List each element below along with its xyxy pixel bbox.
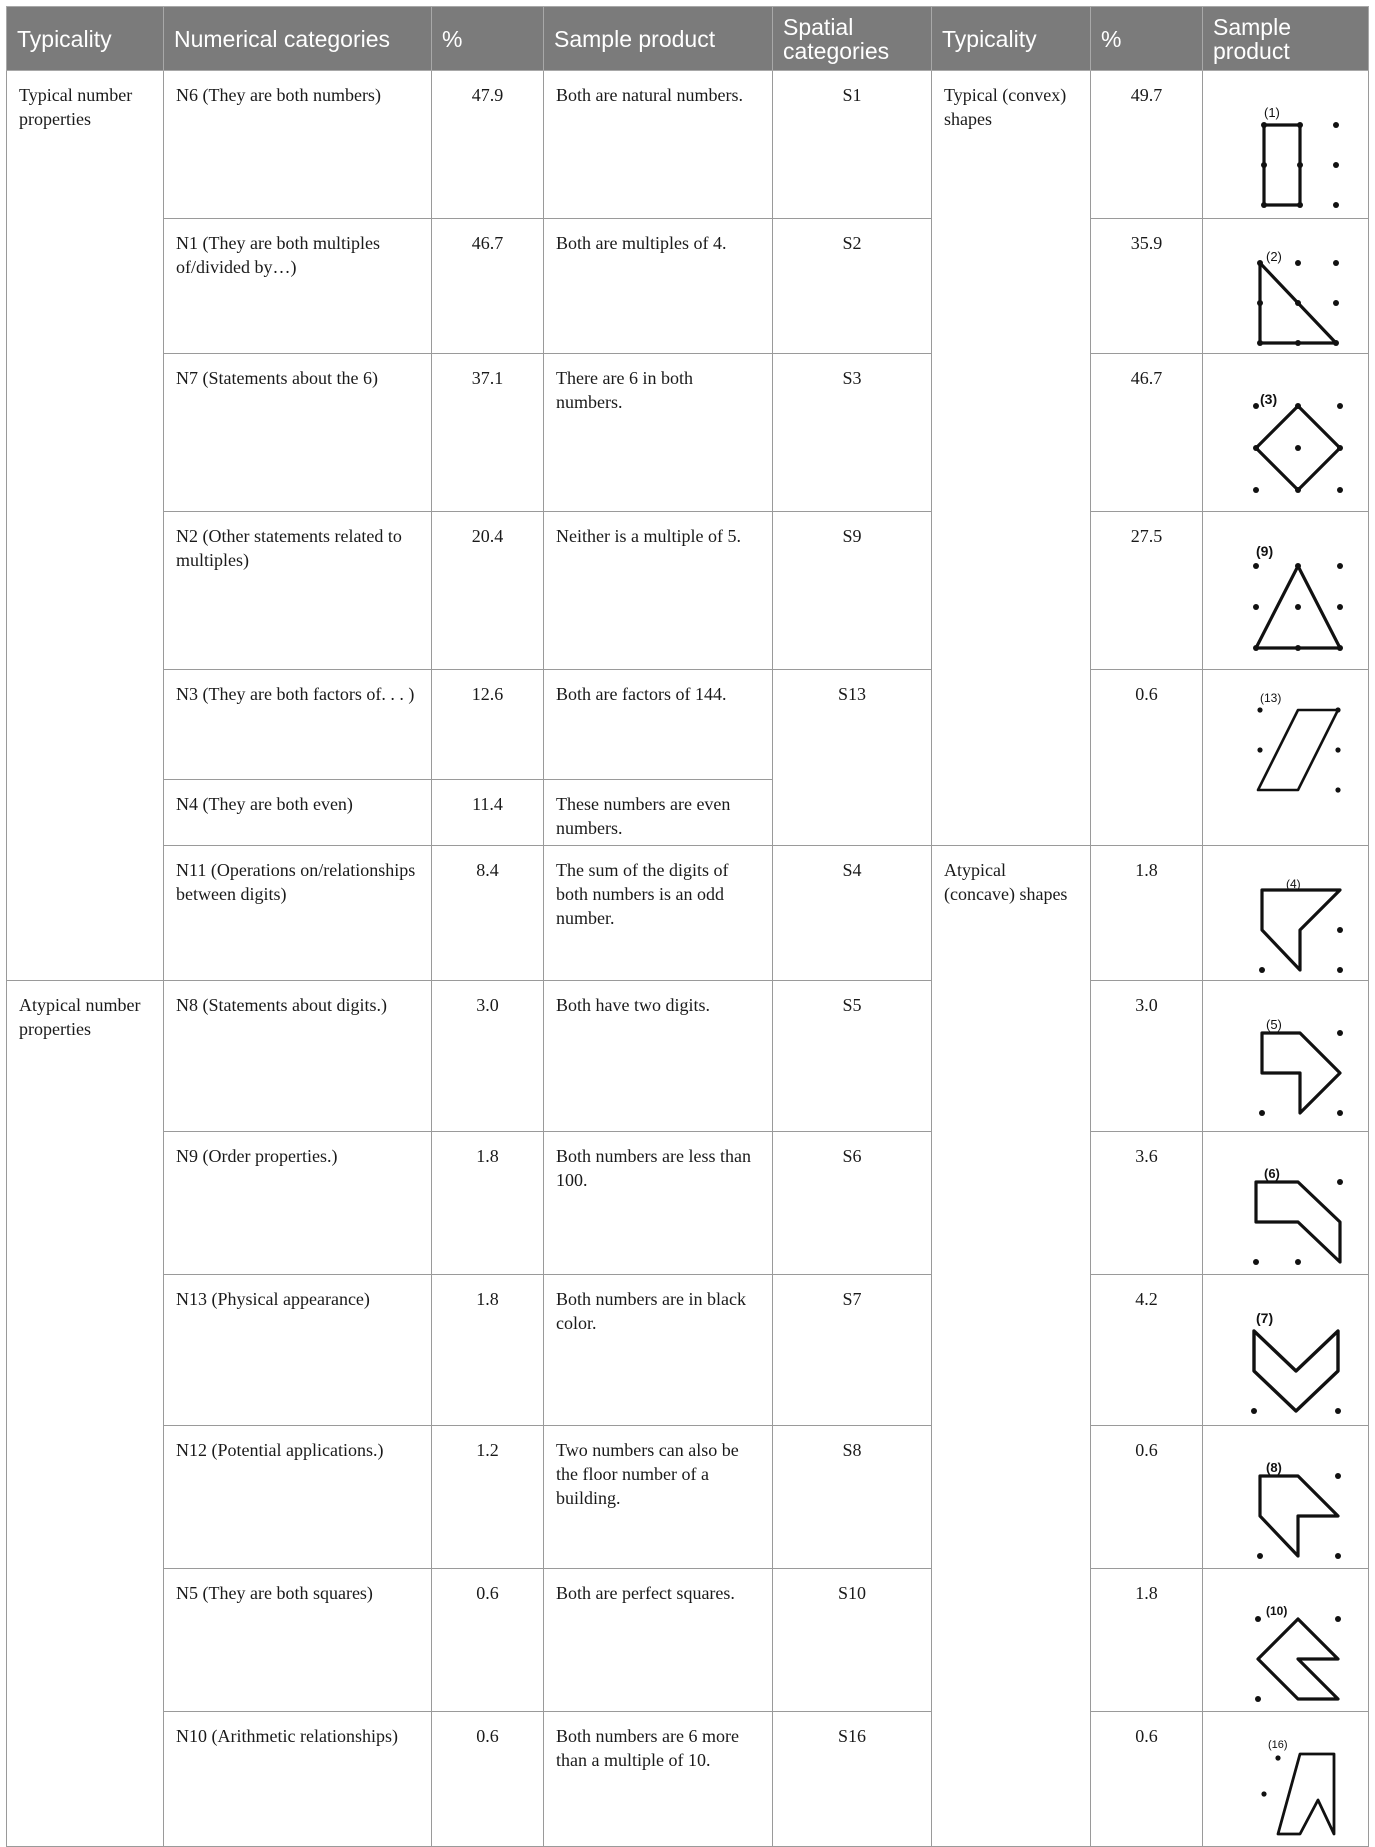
num-sample: Both are multiples of 4. (544, 219, 773, 354)
header-pct-num: % (432, 7, 544, 71)
num-category: N8 (Statements about digits.) (164, 981, 432, 1132)
table-row (7, 846, 1369, 981)
header-sample-product-num: Sample product (544, 7, 773, 71)
sketch-label: (16) (1267, 1739, 1288, 1751)
spatial-percent: 0.6 (1091, 670, 1203, 846)
table-row (7, 1569, 1369, 1712)
sketch-concave-16 (1216, 1724, 1356, 1846)
sketch-right-triangle (1216, 231, 1356, 353)
num-category: N11 (Operations on/relationships between digits) (164, 846, 432, 981)
spatial-percent: 0.6 (1091, 1712, 1203, 1847)
spatial-category: S9 (773, 512, 932, 670)
num-percent: 3.0 (432, 981, 544, 1132)
header-pct-spat: % (1091, 7, 1203, 71)
header-spatial-categories: Spatial categories (773, 7, 932, 71)
sketch-concave-10 (1216, 1581, 1356, 1711)
sketch-label: (5) (1265, 1017, 1282, 1032)
spatial-percent: 1.8 (1091, 846, 1203, 981)
sketch-cell (1203, 354, 1369, 512)
num-percent: 8.4 (432, 846, 544, 981)
sketch-cell (1203, 1712, 1369, 1847)
table-row (7, 1426, 1369, 1569)
group-atypical-number: Atypical number properties (7, 981, 164, 1847)
spatial-percent: 3.6 (1091, 1132, 1203, 1275)
num-percent: 0.6 (432, 1569, 544, 1712)
num-sample: Two numbers can also be the floor number of a building. (544, 1426, 773, 1569)
num-sample: The sum of the digits of both numbers is an odd number. (544, 846, 773, 981)
num-category: N9 (Order properties.) (164, 1132, 432, 1275)
sketch-label: (4) (1285, 877, 1301, 891)
spatial-category: S1 (773, 71, 932, 219)
num-category: N12 (Potential applications.) (164, 1426, 432, 1569)
header-sample-product-spat: Sample product (1203, 7, 1369, 71)
sketch-concave-4 (1216, 858, 1356, 980)
spatial-percent: 1.8 (1091, 1569, 1203, 1712)
sketch-label: (13) (1259, 691, 1281, 705)
num-percent: 47.9 (432, 71, 544, 219)
num-sample: Both are natural numbers. (544, 71, 773, 219)
sketch-cell (1203, 1132, 1369, 1275)
table-row (7, 1712, 1369, 1847)
sketch-label: (1) (1263, 105, 1280, 120)
num-percent: 1.8 (432, 1132, 544, 1275)
num-percent: 0.6 (432, 1712, 544, 1847)
num-sample: Both numbers are 6 more than a multiple of 10. (544, 1712, 773, 1847)
num-category: N5 (They are both squares) (164, 1569, 432, 1712)
spatial-category: S7 (773, 1275, 932, 1426)
num-category: N2 (Other statements related to multiples) (164, 512, 432, 670)
table-row (7, 512, 1369, 670)
header-row (7, 7, 1369, 71)
sketch-cell (1203, 71, 1369, 219)
sketch-diamond (1216, 366, 1356, 511)
spatial-category: S6 (773, 1132, 932, 1275)
num-percent: 12.6 (432, 670, 544, 780)
sketch-cell (1203, 981, 1369, 1132)
sketch-label: (8) (1265, 1460, 1282, 1475)
sketch-rectangle (1216, 83, 1356, 215)
spatial-percent: 46.7 (1091, 354, 1203, 512)
sketch-parallelogram (1216, 682, 1356, 802)
sketch-label: (10) (1265, 1604, 1287, 1618)
num-sample: Both numbers are in black color. (544, 1275, 773, 1426)
sketch-cell (1203, 219, 1369, 354)
num-category: N13 (Physical appearance) (164, 1275, 432, 1426)
num-percent: 46.7 (432, 219, 544, 354)
spatial-category: S2 (773, 219, 932, 354)
num-category: N6 (They are both numbers) (164, 71, 432, 219)
group-typical-number: Typical number properties (7, 71, 164, 981)
table-row (7, 981, 1369, 1132)
sketch-concave-6 (1216, 1144, 1356, 1274)
sketch-triangle (1216, 524, 1356, 669)
num-sample: Neither is a multiple of 5. (544, 512, 773, 670)
spatial-percent: 27.5 (1091, 512, 1203, 670)
num-percent: 1.8 (432, 1275, 544, 1426)
group-atypical-shapes: Atypical (concave) shapes (932, 846, 1091, 1847)
num-percent: 20.4 (432, 512, 544, 670)
table-row (7, 1275, 1369, 1426)
spatial-category: S4 (773, 846, 932, 981)
table-row (7, 1132, 1369, 1275)
sketch-cell (1203, 1426, 1369, 1569)
spatial-percent: 4.2 (1091, 1275, 1203, 1426)
num-category: N4 (They are both even) (164, 780, 432, 846)
table-row (7, 670, 1369, 780)
num-sample: Both are factors of 144. (544, 670, 773, 780)
num-percent: 11.4 (432, 780, 544, 846)
sketch-label: (2) (1265, 249, 1282, 264)
spatial-category: S3 (773, 354, 932, 512)
spatial-percent: 49.7 (1091, 71, 1203, 219)
spatial-percent: 35.9 (1091, 219, 1203, 354)
num-category: N1 (They are both multiples of/divided by…) (164, 219, 432, 354)
spatial-percent: 0.6 (1091, 1426, 1203, 1569)
sketch-cell (1203, 670, 1369, 846)
header-typicality-num: Typicality (7, 7, 164, 71)
num-sample: There are 6 in both numbers. (544, 354, 773, 512)
num-category: N3 (They are both factors of. . . ) (164, 670, 432, 780)
num-category: N7 (Statements about the 6) (164, 354, 432, 512)
spatial-category: S5 (773, 981, 932, 1132)
spatial-category: S10 (773, 1569, 932, 1712)
table-row (7, 219, 1369, 354)
sketch-label: (3) (1259, 391, 1277, 407)
num-sample: Both numbers are less than 100. (544, 1132, 773, 1275)
header-numerical-categories: Numerical categories (164, 7, 432, 71)
num-percent: 37.1 (432, 354, 544, 512)
sketch-concave-5 (1216, 993, 1356, 1131)
sketch-label: (6) (1263, 1166, 1280, 1181)
num-sample: Both have two digits. (544, 981, 773, 1132)
group-typical-shapes: Typical (convex) shapes (932, 71, 1091, 846)
sketch-cell (1203, 1275, 1369, 1426)
spatial-category: S16 (773, 1712, 932, 1847)
sketch-cell (1203, 846, 1369, 981)
sketch-label: (9) (1255, 543, 1273, 559)
sketch-cell (1203, 512, 1369, 670)
sketch-chevron (1216, 1287, 1356, 1425)
table-row (7, 71, 1369, 219)
num-percent: 1.2 (432, 1426, 544, 1569)
table-row (7, 354, 1369, 512)
sketch-label: (7) (1255, 1310, 1273, 1326)
sketch-concave-8 (1216, 1438, 1356, 1568)
num-category: N10 (Arithmetic relationships) (164, 1712, 432, 1847)
categories-table (6, 6, 1369, 1847)
spatial-percent: 3.0 (1091, 981, 1203, 1132)
header-typicality-spat: Typicality (932, 7, 1091, 71)
spatial-category: S8 (773, 1426, 932, 1569)
num-sample: These numbers are even numbers. (544, 780, 773, 846)
sketch-cell (1203, 1569, 1369, 1712)
spatial-category: S13 (773, 670, 932, 846)
num-sample: Both are perfect squares. (544, 1569, 773, 1712)
